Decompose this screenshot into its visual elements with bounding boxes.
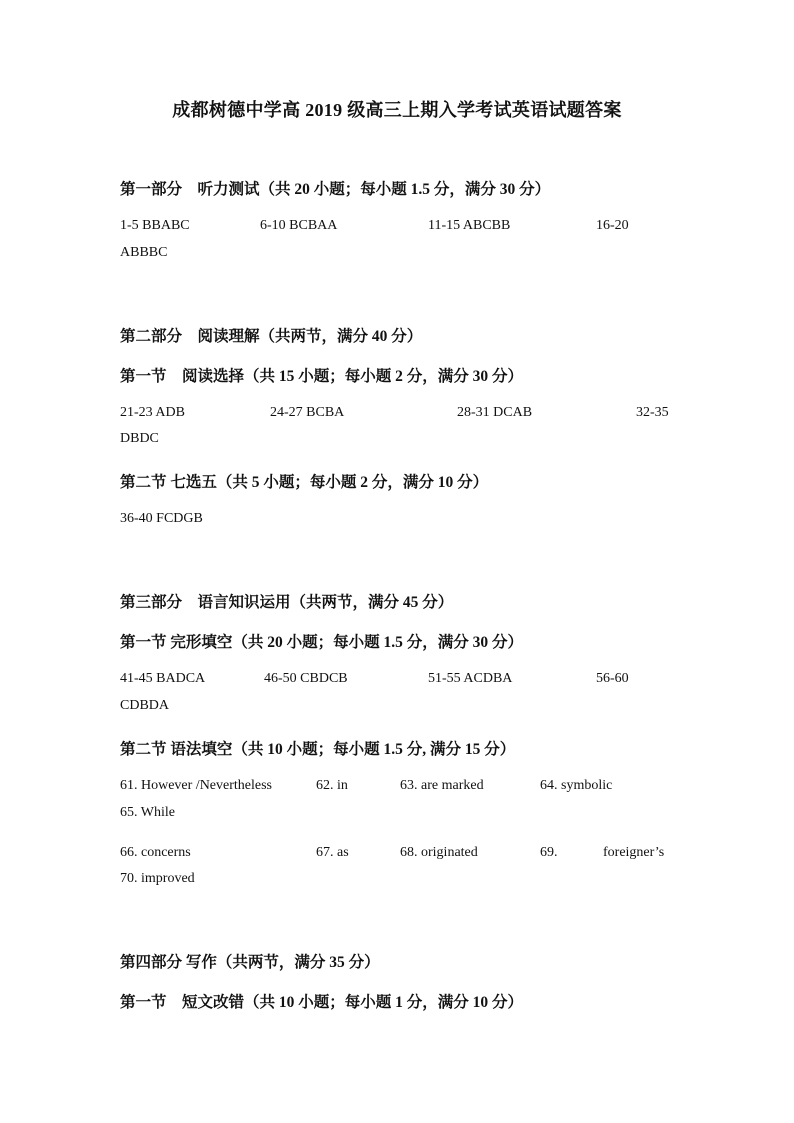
part2-section2-heading: 第二节 七选五（共 5 小题；每小题 2 分，满分 10 分） bbox=[120, 474, 489, 491]
answer-item: foreigner’s bbox=[603, 845, 665, 860]
part3-heading: 第三部分 语言知识运用（共两节，满分 45 分） bbox=[120, 594, 454, 611]
answer-group: ABBBC bbox=[120, 245, 168, 260]
answer-item: 68. originated bbox=[400, 845, 478, 860]
answer-group: 46-50 CBDCB bbox=[264, 671, 348, 686]
answer-group: CDBDA bbox=[120, 698, 170, 713]
part4-section1-heading: 第一节 短文改错（共 10 小题；每小题 1 分，满分 10 分） bbox=[120, 994, 524, 1011]
answer-item: 64. symbolic bbox=[540, 778, 613, 793]
answer-item: 65. While bbox=[120, 805, 175, 820]
answer-group: 51-55 ACDBA bbox=[428, 671, 513, 686]
part1-answer-row bbox=[120, 218, 700, 238]
answer-group: 36-40 FCDGB bbox=[120, 511, 203, 526]
answer-group: 24-27 BCBA bbox=[270, 405, 345, 420]
answer-group: 16-20 bbox=[596, 218, 629, 233]
part2-section1-heading: 第一节 阅读选择（共 15 小题；每小题 2 分，满分 30 分） bbox=[120, 368, 524, 385]
answer-group: 28-31 DCAB bbox=[457, 405, 533, 420]
answer-group: 1-5 BBABC bbox=[120, 218, 190, 233]
part4-heading: 第四部分 写作（共两节，满分 35 分） bbox=[120, 954, 380, 971]
part3-section2-answer-row-2 bbox=[120, 845, 700, 865]
part1-heading: 第一部分 听力测试（共 20 小题；每小题 1.5 分，满分 30 分） bbox=[120, 181, 551, 198]
answer-group: DBDC bbox=[120, 431, 159, 446]
answer-group: 21-23 ADB bbox=[120, 405, 185, 420]
page-title: 成都树德中学高 2019 级高三上期入学考试英语试题答案 bbox=[172, 100, 622, 120]
answer-item: 67. as bbox=[316, 845, 349, 860]
part3-section1-answer-row bbox=[120, 671, 700, 691]
part3-section2-heading: 第二节 语法填空（共 10 小题；每小题 1.5 分, 满分 15 分） bbox=[120, 741, 516, 758]
answer-item: 62. in bbox=[316, 778, 348, 793]
part3-section1-heading: 第一节 完形填空（共 20 小题；每小题 1.5 分，满分 30 分） bbox=[120, 634, 524, 651]
answer-group: 11-15 ABCBB bbox=[428, 218, 511, 233]
answer-group: 32-35 bbox=[636, 405, 669, 420]
answer-item: 61. However /Nevertheless bbox=[120, 778, 273, 793]
answer-item: 70. improved bbox=[120, 871, 195, 886]
part3-section2-answer-row-1 bbox=[120, 778, 700, 798]
answer-group: 56-60 bbox=[596, 671, 629, 686]
part2-section1-answer-row bbox=[120, 405, 700, 425]
part2-heading: 第二部分 阅读理解（共两节，满分 40 分） bbox=[120, 328, 423, 345]
answer-group: 41-45 BADCA bbox=[120, 671, 206, 686]
answer-item: 63. are marked bbox=[400, 778, 484, 793]
answer-group: 6-10 BCBAA bbox=[260, 218, 338, 233]
answer-item: 66. concerns bbox=[120, 845, 191, 860]
answer-item: 69. bbox=[540, 845, 558, 860]
